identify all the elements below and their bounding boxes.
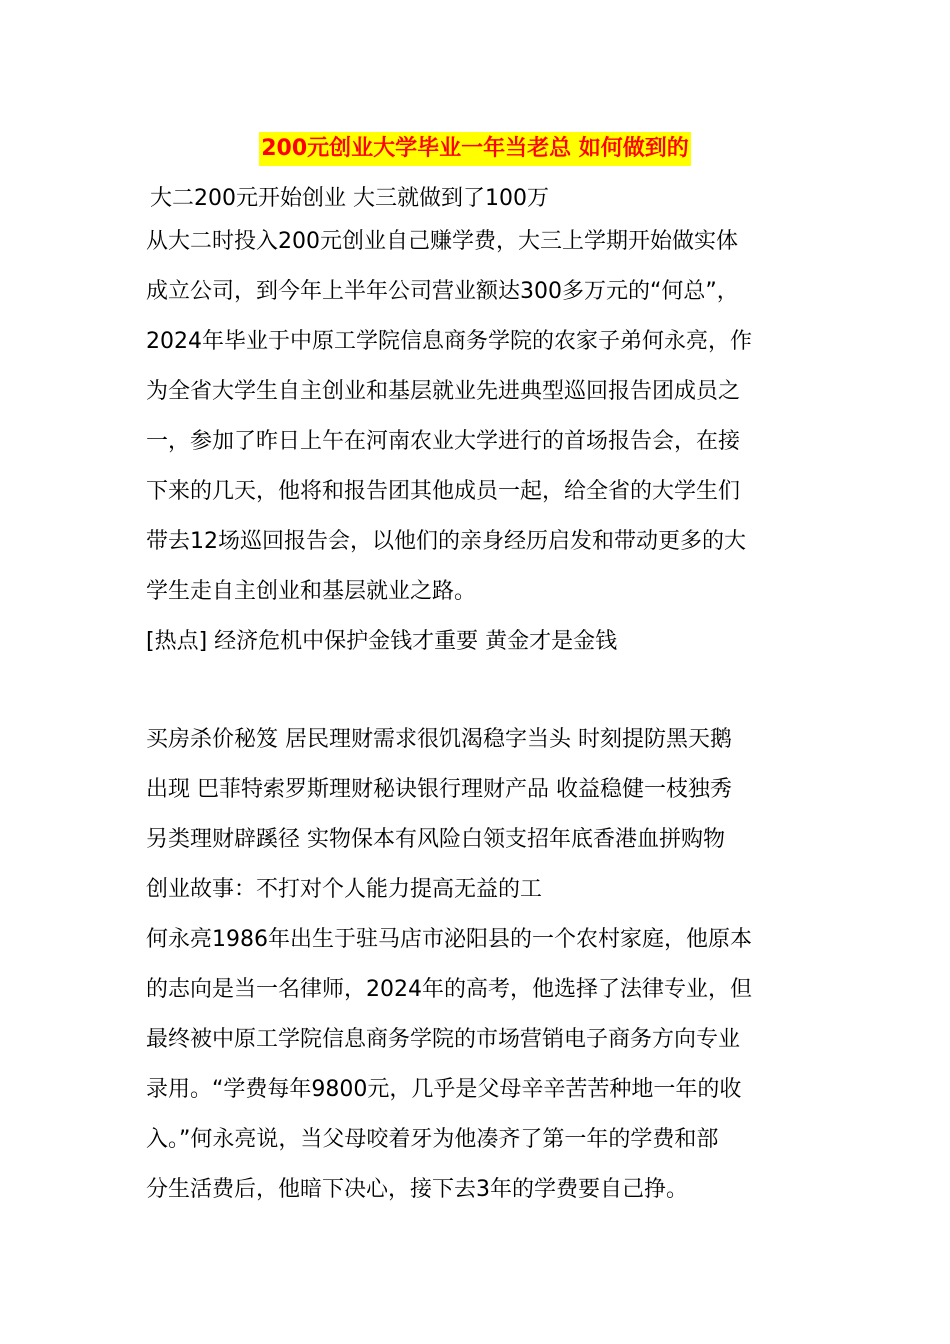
related-links: [146, 722, 810, 922]
paragraph-line: 学生走自主创业和基层就业之路。: [146, 579, 477, 604]
paragraph-line: 最终被中原工学院信息商务学院的市场营销电子商务方向专业: [146, 1027, 741, 1052]
related-links-line: 创业故事：不打对个人能力提高无益的工: [146, 877, 543, 902]
paragraph-2: [146, 922, 810, 1222]
related-links-line: 出现 巴菲特索罗斯理财秘诀银行理财产品 收益稳健一枝独秀: [146, 777, 732, 802]
hot-topic-line: [热点] 经济危机中保护金钱才重要 黄金才是金钱: [146, 629, 618, 654]
related-links-line: 买房杀价秘笈 居民理财需求很饥渴稳字当头 时刻提防黑天鹅: [146, 727, 732, 752]
paragraph-line: 2024年毕业于中原工学院信息商务学院的农家子弟何永亮，作: [146, 329, 752, 354]
document-title: 200元创业大学毕业一年当老总 如何做到的: [259, 132, 691, 166]
blank-line: [146, 674, 810, 722]
paragraph-line: 为全省大学生自主创业和基层就业先进典型巡回报告团成员之: [146, 379, 741, 404]
paragraph-line: 带去12场巡回报告会，以他们的亲身经历启发和带动更多的大: [146, 529, 746, 554]
paragraph-line: 何永亮1986年出生于驻马店市泌阳县的一个农村家庭，他原本: [146, 927, 752, 952]
title-container: [0, 132, 950, 166]
paragraph-line: 从大二时投入200元创业自己赚学费，大三上学期开始做实体: [146, 229, 738, 254]
paragraph-line: 的志向是当一名律师，2024年的高考，他选择了法律专业，但: [146, 977, 752, 1002]
paragraph-line: 成立公司，到今年上半年公司营业额达300多万元的“何总”，: [146, 279, 739, 304]
paragraph-line: 分生活费后，他暗下决心，接下去3年的学费要自己挣。: [146, 1177, 688, 1202]
related-links-line: 另类理财辟蹊径 实物保本有风险白领支招年底香港血拼购物: [146, 827, 725, 852]
paragraph-line: 入。”何永亮说，当父母咬着牙为他凑齐了第一年的学费和部: [146, 1127, 719, 1152]
paragraph-line: 下来的几天，他将和报告团其他成员一起，给全省的大学生们: [146, 479, 741, 504]
document-body: [146, 181, 810, 1222]
paragraph-line: 一，参加了昨日上午在河南农业大学进行的首场报告会，在接: [146, 429, 741, 454]
paragraph-1: [146, 224, 810, 624]
subtitle: 大二200元开始创业 大三就做到了100万: [150, 186, 549, 211]
paragraph-line: 录用。“学费每年9800元，几乎是父母辛辛苦苦种地一年的收: [146, 1077, 742, 1102]
